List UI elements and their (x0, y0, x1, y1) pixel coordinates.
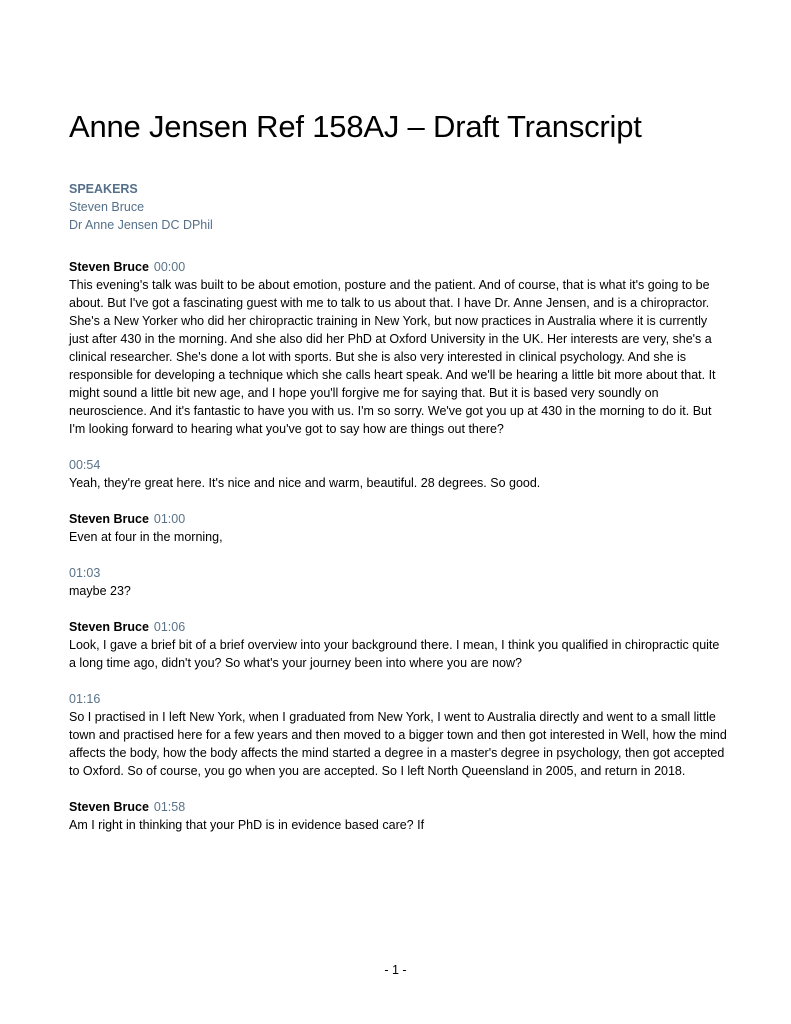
segment-text: Look, I gave a brief bit of a brief overview into your background there. I mean, I think you qualified in chiropractic quite a long time ago, didn't you? So what's your journey been into where you are now? (69, 638, 720, 670)
speaker-name: Dr Anne Jensen DC DPhil (69, 218, 213, 232)
segment-timestamp: 01:06 (153, 620, 186, 634)
segment-header (69, 258, 729, 276)
speakers-heading: SPEAKERS (69, 182, 138, 196)
segment-timestamp: 00:00 (153, 260, 186, 274)
segment-timestamp: 01:00 (153, 512, 186, 526)
segment-text: This evening's talk was built to be about emotion, posture and the patient. And of course, that is what it's going to be about. But I've got a fascinating guest with me to talk to us about that. I have Dr. Anne Jensen, and is a chiropractor. She's a New Yorker who did her chiropractic training in New York, but now practices in Australia where it is currently just after 430 in the morning. And she also did her PhD at Oxford University in the UK. Her interests are very, she's a clinical researcher. She's done a lot with sports. But she is also very interested in clinical psychology. And she is responsible for developing a technique which she calls heart speak. And we'll be hearing a little bit more about that. It might sound a little bit new age, and I hope you'll forgive me for saying that. But it is based very soundly on neuroscience. And it's fantastic to have you with us. I'm so sorry. We've got you up at 430 in the morning to do it. But I'm looking forward to hearing what you've got to say how are things out there? (69, 278, 716, 436)
segment-text: Am I right in thinking that your PhD is in evidence based care? If (69, 818, 425, 832)
segment-text: So I practised in I left New York, when I graduated from New York, I went to Australia directly and went to a small little town and practised here for a few years and then moved to a bigger town and then got interested in Well, how the mind affects the body, how the body affects the mind started a degree in a master's degree in psychology, then got accepted to Oxford. So of course, you go when you are accepted. So I left North Queensland in 2005, and return in 2018. (69, 710, 727, 778)
speaker-name: Steven Bruce (69, 200, 145, 214)
transcript-segment (69, 690, 729, 780)
segment-timestamp: 01:16 (69, 692, 101, 706)
segment-timestamp: 01:58 (153, 800, 186, 814)
segment-text: maybe 23? (69, 584, 131, 598)
transcript-segment (69, 564, 729, 600)
segment-timestamp: 01:03 (69, 566, 101, 580)
segment-timestamp: 00:54 (69, 458, 101, 472)
segment-speaker: Steven Bruce (69, 260, 149, 274)
document-title: Anne Jensen Ref 158AJ – Draft Transcript (69, 109, 642, 144)
segment-speaker: Steven Bruce (69, 620, 149, 634)
segment-header (69, 690, 729, 708)
segment-text: Yeah, they're great here. It's nice and nice and warm, beautiful. 28 degrees. So good. (69, 476, 541, 490)
segment-header (69, 564, 729, 582)
transcript-segment (69, 258, 729, 438)
page-number: - 1 - (384, 963, 407, 977)
transcript-segment (69, 618, 729, 672)
transcript-segment (69, 510, 729, 546)
segment-header (69, 456, 729, 474)
transcript-segment (69, 456, 729, 492)
segment-header (69, 618, 729, 636)
segment-header (69, 510, 729, 528)
segment-header (69, 798, 729, 816)
transcript-segment (69, 798, 729, 834)
segment-text: Even at four in the morning, (69, 530, 223, 544)
segment-speaker: Steven Bruce (69, 800, 149, 814)
transcript-body (69, 258, 729, 852)
segment-speaker: Steven Bruce (69, 512, 149, 526)
speakers-section (69, 180, 213, 234)
